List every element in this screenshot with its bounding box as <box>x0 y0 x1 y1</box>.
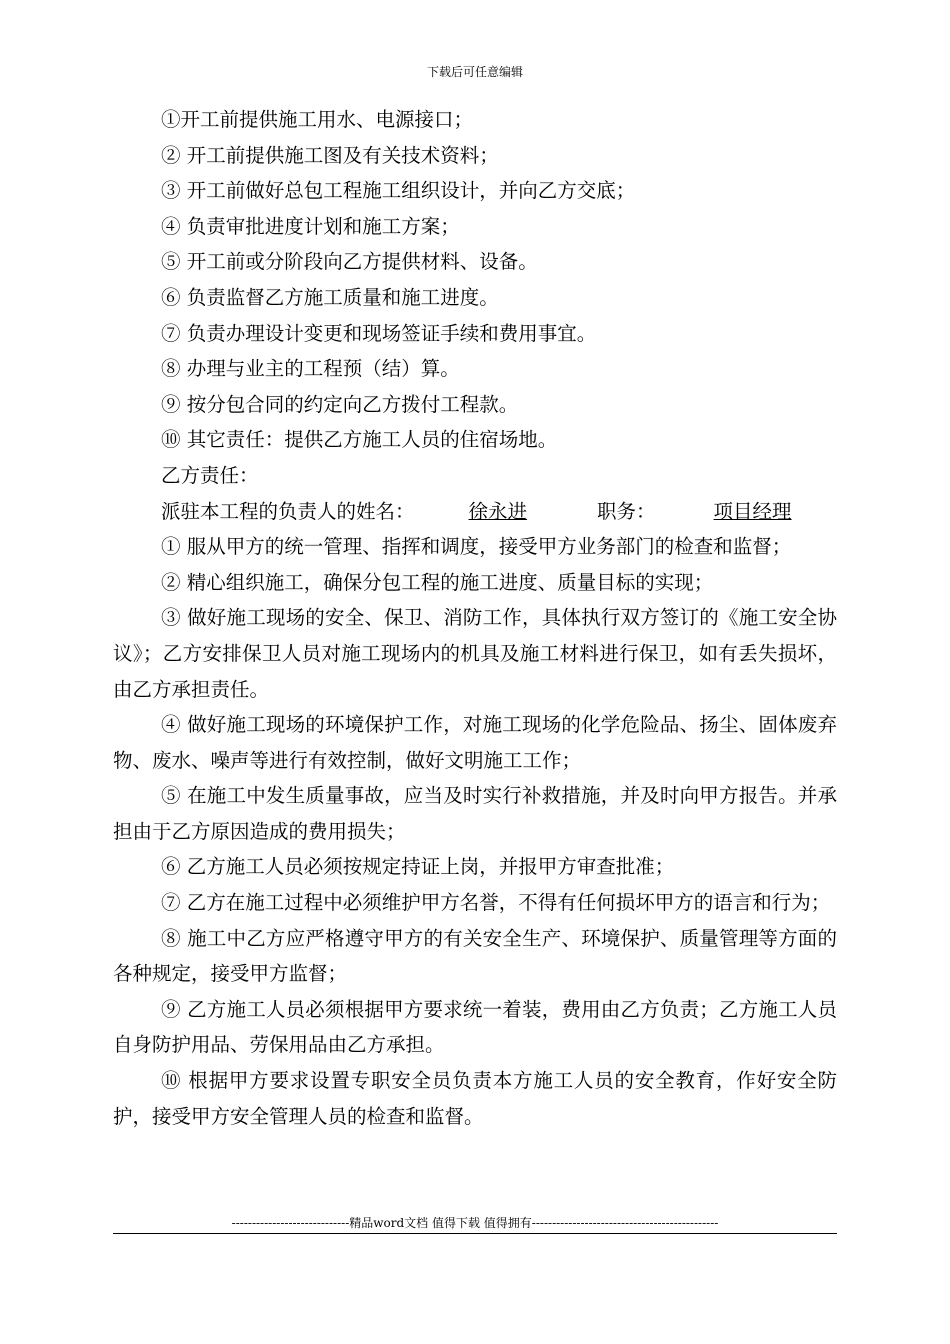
party-b-item-6: ⑥ 乙方施工人员必须按规定持证上岗，并报甲方审查批准； <box>161 855 675 879</box>
responsible-name-value: 徐永进 <box>468 499 528 523</box>
page-footer: -----------------------------精品word文档 值得下载 值得拥有---------------------------------------------- <box>231 1216 719 1230</box>
responsible-name-label: 派驻本工程的负责人的姓名： <box>161 499 415 523</box>
party-b-item-1: ① 服从甲方的统一管理、指挥和调度，接受甲方业务部门的检查和监督； <box>161 535 792 559</box>
responsible-title-label: 职务： <box>597 499 656 523</box>
party-b-item-10: ⑩ 根据甲方要求设置专职安全员负责本方施工人员的安全教育，作好安全防护，接受甲方安全管理人员的检查和监督。 <box>113 1069 837 1128</box>
party-a-item-8: ⑧ 办理与业主的工程预（结）算。 <box>161 357 460 381</box>
party-a-item-1: ①开工前提供施工用水、电源接口； <box>161 108 474 131</box>
party-b-item-9: ⑨ 乙方施工人员必须根据甲方要求统一着装，费用由乙方负责；乙方施工人员自身防护用品、劳保用品由乙方承担。 <box>113 997 837 1057</box>
document-body <box>113 102 837 1134</box>
party-a-item-5: ⑤ 开工前或分阶段向乙方提供材料、设备。 <box>161 250 538 274</box>
party-b-item-7: ⑦ 乙方在施工过程中必须维护甲方名誉，不得有任何损坏甲方的语言和行为； <box>161 891 831 915</box>
responsible-title-value: 项目经理 <box>713 499 792 523</box>
party-a-item-2: ② 开工前提供施工图及有关技术资料； <box>161 143 499 167</box>
party-a-item-9: ⑨ 按分包合同的约定向乙方拨付工程款。 <box>161 392 519 416</box>
responsible-person-line <box>113 494 837 530</box>
party-a-item-10: ⑩ 其它责任：提供乙方施工人员的住宿场地。 <box>161 428 558 452</box>
footer-divider <box>113 1233 837 1234</box>
page-header: 下载后可任意编辑 <box>426 65 523 79</box>
party-b-item-5: ⑤ 在施工中发生质量事故，应当及时实行补救措施，并及时向甲方报告。并承担由于乙方原因造成的费用损失； <box>113 784 837 843</box>
party-a-item-3: ③ 开工前做好总包工程施工组织设计，并向乙方交底； <box>161 179 636 203</box>
party-b-item-2: ② 精心组织施工，确保分包工程的施工进度、质量目标的实现； <box>161 570 714 594</box>
party-a-item-6: ⑥ 负责监督乙方施工质量和施工进度。 <box>161 285 499 309</box>
party-b-item-8: ⑧ 施工中乙方应严格遵守甲方的有关安全生产、环境保护、质量管理等方面的各种规定，接受甲方监督； <box>113 926 837 986</box>
party-a-item-4: ④ 负责审批进度计划和施工方案； <box>161 214 460 238</box>
party-b-item-3: ③ 做好施工现场的安全、保卫、消防工作，具体执行双方签订的《施工安全协议》；乙方安排保卫人员对施工现场内的机具及施工材料进行保卫，如有丢失损坏，由乙方承担责任。 <box>113 606 837 701</box>
party-b-heading: 乙方责任： <box>161 463 259 487</box>
party-a-item-7: ⑦ 负责办理设计变更和现场签证手续和费用事宜。 <box>161 321 597 345</box>
party-b-item-4: ④ 做好施工现场的环境保护工作，对施工现场的化学危险品、扬尘、固体废弃物、废水、噪声等进行有效控制，做好文明施工工作； <box>113 713 837 772</box>
